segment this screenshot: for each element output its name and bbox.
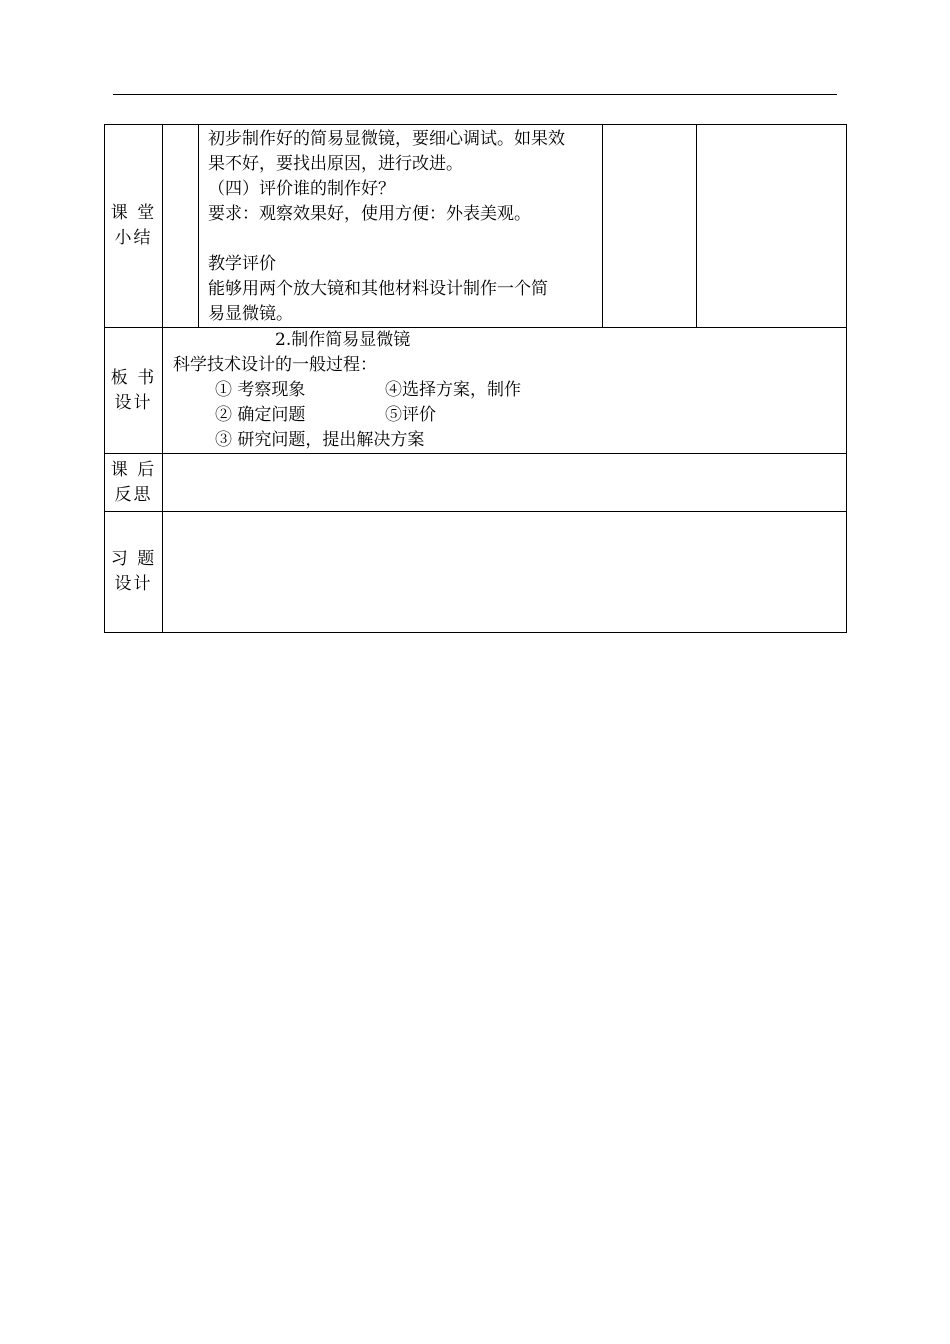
board-step-5: ⑤评价 bbox=[385, 405, 436, 425]
summary-content-cell bbox=[199, 125, 603, 328]
summary-line: 果不好，要找出原因，进行改进。 bbox=[208, 154, 463, 174]
header-rule bbox=[113, 94, 837, 95]
board-subtitle: 科学技术设计的一般过程： bbox=[173, 355, 377, 375]
board-title: 2.制作简易显微镜 bbox=[275, 330, 411, 350]
board-content-cell bbox=[163, 328, 847, 454]
lesson-plan-table bbox=[104, 124, 847, 633]
summary-blank-cell bbox=[163, 125, 199, 328]
summary-label: 课 堂 小结 bbox=[105, 125, 163, 328]
reflection-content-cell bbox=[163, 454, 847, 512]
board-step-3: ③ 研究问题，提出解决方案 bbox=[215, 430, 425, 450]
summary-line: 要求：观察效果好，使用方便：外表美观。 bbox=[208, 204, 531, 224]
summary-line: 初步制作好的简易显微镜，要细心调试。如果效 bbox=[208, 129, 565, 149]
summary-line: （四）评价谁的制作好？ bbox=[208, 179, 395, 199]
summary-line: 易显微镜。 bbox=[208, 304, 293, 324]
board-label: 板 书 设计 bbox=[105, 328, 163, 454]
summary-line: 能够用两个放大镜和其他材料设计制作一个简 bbox=[208, 279, 548, 299]
summary-empty-cell-1 bbox=[603, 125, 697, 328]
board-step-1: ① 考察现象 bbox=[215, 380, 306, 400]
summary-empty-cell-2 bbox=[697, 125, 847, 328]
reflection-row bbox=[105, 454, 847, 512]
summary-row bbox=[105, 125, 847, 328]
exercise-content-cell bbox=[163, 512, 847, 633]
summary-line: 教学评价 bbox=[208, 254, 276, 274]
exercise-row bbox=[105, 512, 847, 633]
board-step-4: ④选择方案，制作 bbox=[385, 380, 521, 400]
board-step-2: ② 确定问题 bbox=[215, 405, 306, 425]
exercise-label: 习 题 设计 bbox=[105, 512, 163, 633]
reflection-label: 课 后 反思 bbox=[105, 454, 163, 512]
summary-blank-line bbox=[208, 227, 594, 252]
board-row bbox=[105, 328, 847, 454]
